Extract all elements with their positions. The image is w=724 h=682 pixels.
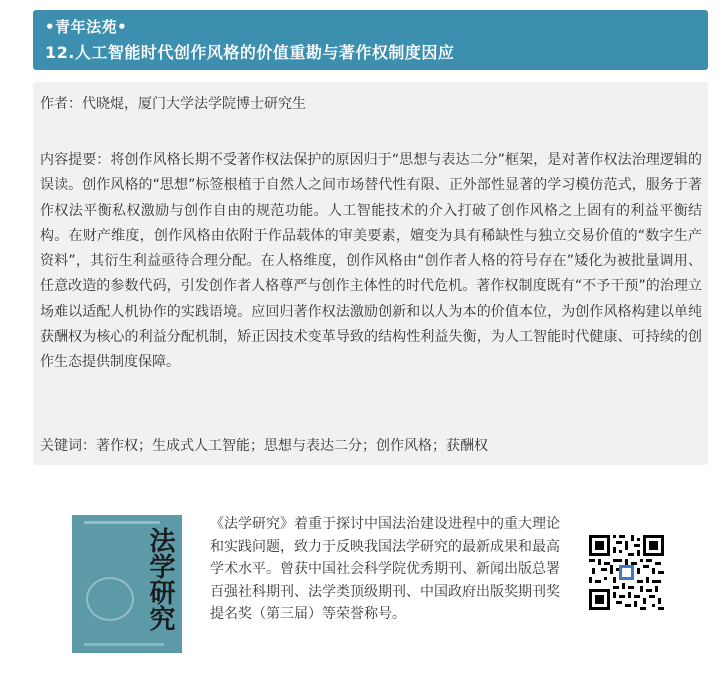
article-title: 12.人工智能时代创作风格的价值重勘与著作权制度因应 — [45, 43, 455, 62]
journal-intro: 《法学研究》着重于探讨中国法治建设进程中的重大理论和实践问题，致力于反映我国法学研究的最新成果和最高学术水平。曾获中国社会科学院优秀期刊、新闻出版总署百强社科期刊、法学类顶级期刊、中国政府出版奖期刊奖提名奖（第三届）等荣誉称号。 — [210, 516, 560, 622]
author-line: 作者：代晓焜，厦门大学法学院博士研究生 — [40, 96, 306, 112]
cover-emblem — [86, 577, 134, 621]
journal-cover-image — [72, 515, 182, 653]
section-label: •青年法苑• — [45, 18, 128, 36]
section-header — [33, 10, 708, 70]
cover-title: 法学研究 — [145, 527, 175, 631]
keywords-line: 关键词：著作权；生成式人工智能；思想与表达二分；创作风格；获酬权 — [40, 438, 488, 454]
qr-code-icon — [589, 535, 664, 610]
cover-bottom-line — [84, 643, 164, 646]
cover-top-line — [84, 521, 160, 524]
abstract-text: 内容提要：将创作风格长期不受著作权法保护的原因归于“思想与表达二分”框架，是对著作权法治理逻辑的误读。创作风格的“思想”标签根植于自然人之间市场替代性有限、正外部性显著的学习模仿范式，服务于著作权法平衡私权激励与创作自由的规范功能。人工智能技术的介入打破了创作风格之上固有的利益平衡结构。在财产维度，创作风格由依附于作品载体的审美要素，嬗变为具有稀缺性与独立交易价值的“数字生产资料”，其衍生利益亟待合理分配。在人格维度，创作风格由“创作者人格的符号存在”矮化为被批量调用、任意改造的参数代码，引发创作者人格尊严与创作主体性的时代危机。著作权制度既有“不予干预”的治理立场难以适配人机协作的实践语境。应回归著作权法激励创新和以人为本的价值本位，为创作风格构建以单纯获酬权为核心的利益分配机制，矫正因技术变革导致的结构性利益失衡，为人工智能时代健康、可持续的创作生态提供制度保障。 — [40, 152, 702, 371]
abstract-box — [33, 82, 708, 465]
